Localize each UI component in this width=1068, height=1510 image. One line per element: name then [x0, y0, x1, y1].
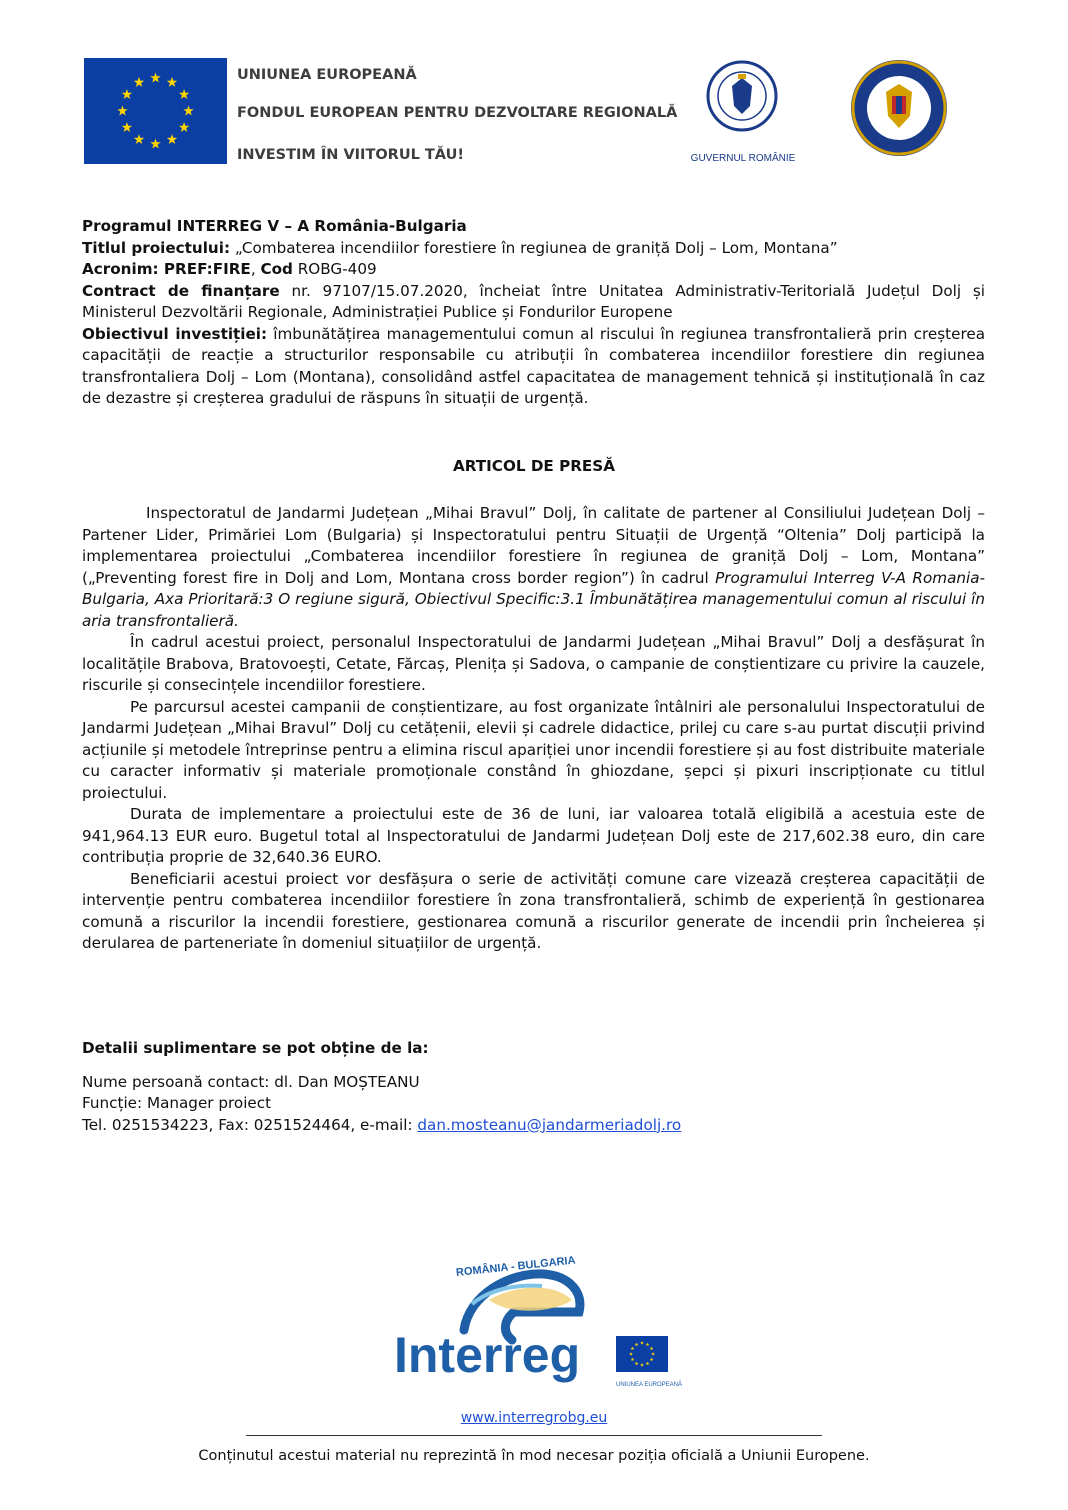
contact-phone-line — [82, 1115, 985, 1137]
logo-eu-caption: UNIUNEA EUROPEANĂ — [616, 1382, 683, 1388]
eu-funding-logo — [84, 58, 678, 166]
eu-flag-icon — [84, 58, 227, 164]
contact-phone-fax: Tel. 0251534223, Fax: 0251524464, e-mail: — [82, 1115, 418, 1134]
government-caption: GUVERNUL ROMÂNIE — [690, 153, 796, 164]
contract-label: Contract de finanțare — [82, 281, 280, 300]
project-intro — [82, 216, 985, 410]
eu-slogan: INVESTIM ÎN VIITORUL TĂU! — [237, 147, 464, 163]
article-body — [82, 503, 985, 955]
article-paragraph-3: Pe parcursul acestei campanii de conștientizare, au fost organizate întâlniri ale personalului Inspectoratului de Jandarmi Județean „Mihai Bravul” Dolj cu cetățenii, elevii și cadrele didactice, prilej cu care s-au purtat discuții privind acțiunile și metodele întreprinse pentru a elimina riscul apariției unor incendii forestiere și au fost distribuite materiale cu caracter informativ și materiale promoționale constând în ghiozdane, șepci și pixuri inscripționate cu titlul proiectului. — [82, 697, 985, 802]
contact-name: Nume persoană contact: dl. Dan MOȘTEANU — [82, 1072, 420, 1091]
article-paragraph-5: Beneficiarii acestui proiect vor desfășura o serie de activități comune care vizează creșterea capacității de intervenție pentru combaterea incendiilor forestiere în zona transfrontalieră, schimb de experiență în gestionarea comună a riscurilor la incendii forestiere, gestionarea comună a riscurilor generate de incendii prin încheierea și derularea de parteneriate în domeniul situațiilor de urgență. — [82, 869, 985, 952]
contact-email-link[interactable]: dan.mosteanu@jandarmeriadolj.ro — [417, 1115, 682, 1134]
program-label: Programul INTERREG V – A România-Bulgaria — [82, 217, 467, 235]
footer-website-link-wrap — [0, 1410, 1068, 1426]
footer-divider — [246, 1435, 822, 1436]
contract-value: nr. 97107/15.07.2020, încheiat între Unitatea Administrativ-Teritorială Județul Dolj și Ministerul Dezvoltării Regionale, Administrației Publice și Fondurilor Europene — [82, 281, 985, 321]
eu-stars-icon — [84, 58, 227, 164]
article-paragraph-4: Durata de implementare a proiectului este de 36 de luni, iar valoarea totală eligibilă a acestuia este de 941,964.13 EUR euro. Bugetul total al Inspectoratului de Jandarmi Județean Dolj este de 217,602.38 euro, din care contribuția proprie de 32,640.36 EURO. — [82, 805, 985, 866]
contact-heading: Detalii suplimentare se pot obține de la: — [82, 1039, 429, 1057]
article-paragraph-2: În cadrul acestui proiect, personalul Inspectoratului de Jandarmi Județean „Mihai Bravul” Dolj a desfășurat în localitățile Brabova, Bratovoești, Cetate, Fărcaș, Plenița și Sadova, o campanie de conștientizare cu privire la cauzele, riscurile și consecințele incendiilor forestiere. — [82, 633, 985, 694]
article-paragraph-1 — [82, 503, 985, 632]
government-seal-icon — [706, 58, 778, 154]
logo-interreg-word: Interreg — [394, 1327, 581, 1383]
article-title: ARTICOL DE PRESĂ — [453, 457, 615, 475]
eu-union-label: UNIUNEA EUROPEANĂ — [237, 67, 417, 83]
footer-website-link[interactable]: www.interregrobg.eu — [460, 1410, 608, 1426]
paragraph-1-program-italic: Programului Interreg V-A Romania-Bulgaria, Axa Prioritară:3 O regiune sigură, Obiectivul Specific:3.1 Îmbunătățirea managementului comun al riscului în aria transfrontalieră. — [82, 568, 986, 630]
footer-disclaimer: Conținutul acestui material nu reprezintă în mod necesar poziția oficială a Uniunii Europene. — [198, 1448, 870, 1464]
contact-details — [82, 1038, 985, 1136]
acronym-separator: , — [250, 260, 261, 278]
paragraph-1-text: Inspectoratul de Jandarmi Județean „Mihai Bravul” Dolj, în calitate de partener al Consiliului Județean Dolj – Partener Lider, Primăriei Lom (Bulgaria) și Inspectoratului pentru Situații de Urgență “Oltenia” Dolj participă la implementarea proiectului „Combaterea incendiilor forestiere în regiunea de graniță Dolj – Lom, Montana” („Preventing forest fire in Dolj and Lom, Montana cross border region”) în cadrul — [82, 504, 985, 587]
project-title-value: „Combaterea incendiilor forestiere în regiunea de graniță Dolj – Lom, Montana” — [230, 238, 838, 257]
erdf-label: FONDUL EUROPEAN PENTRU DEZVOLTARE REGIONALĂ — [237, 105, 678, 121]
code-label: Cod — [260, 260, 293, 278]
logo-region-text: ROMÂNIA - BULGARIA — [455, 1254, 577, 1279]
code-value: ROBG-409 — [292, 260, 377, 278]
objective-label: Obiectivul investiției: — [82, 324, 268, 343]
jandarmi-seal-icon — [848, 58, 950, 158]
interreg-logo — [394, 1254, 683, 1392]
objective-value: îmbunătățirea managementului comun al riscului în regiunea transfrontalieră prin creșterea capacității de reacție a structurilor responsabile cu atribuții în combaterea incendiilor forestiere din regiunea transfrontaliera Dolj – Lom (Montana), consolidând astfel capacitatea de management tehnică și instituțională în caz de dezastre și creșterea gradului de răspuns în situații de urgență. — [82, 324, 985, 407]
acronym-label: Acronim: PREF:FIRE — [82, 260, 251, 278]
contact-role: Funcție: Manager proiect — [82, 1094, 272, 1112]
project-title-label: Titlul proiectului: — [82, 238, 231, 257]
